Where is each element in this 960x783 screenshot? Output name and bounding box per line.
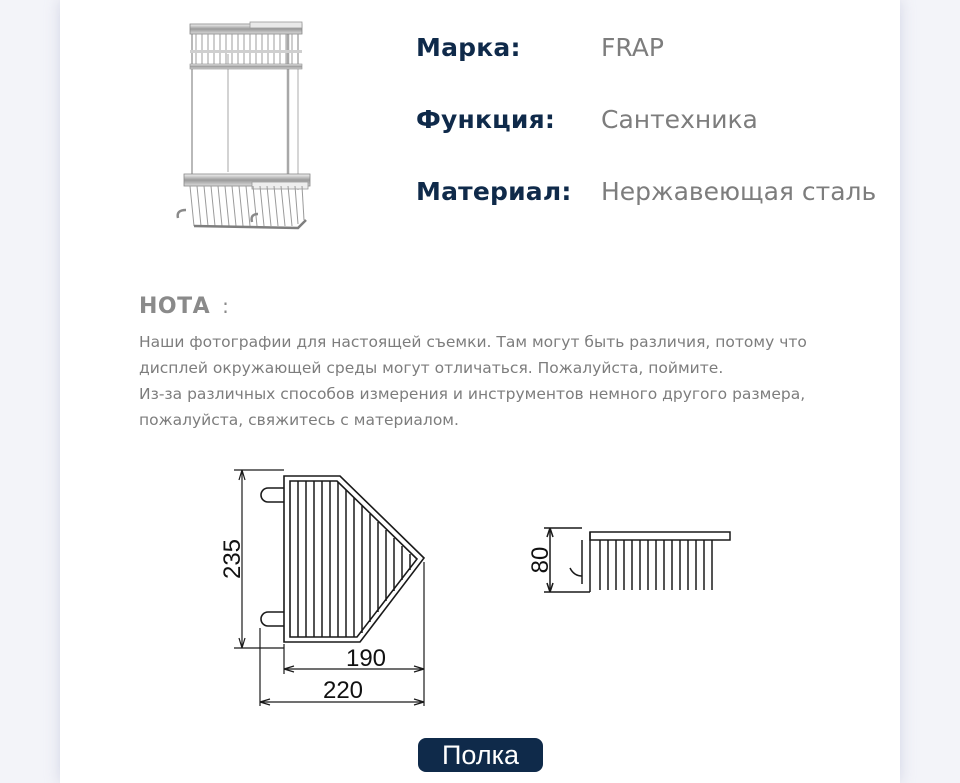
top-view-drawing bbox=[210, 462, 440, 712]
spec-label-brand: Марка: bbox=[416, 33, 521, 62]
dimension-outer-width: 220 bbox=[322, 677, 364, 704]
side-view-drawing bbox=[520, 522, 740, 602]
spec-label-material: Материал: bbox=[416, 177, 572, 206]
note-title-colon: : bbox=[222, 294, 230, 318]
note-text bbox=[139, 329, 839, 433]
spec-value-material: Нержавеющая сталь bbox=[601, 177, 877, 206]
dimension-height: 235 bbox=[219, 538, 246, 580]
dimension-inner-width: 190 bbox=[345, 645, 387, 672]
note-line: Наши фотографии для настоящей съемки. Там могут быть различия, потому что bbox=[139, 333, 807, 351]
spec-value-brand: FRAP bbox=[601, 33, 664, 62]
product-photo bbox=[170, 14, 320, 239]
spec-label-function: Функция: bbox=[416, 105, 556, 134]
dimension-depth: 80 bbox=[527, 546, 554, 574]
spec-value-function: Сантехника bbox=[601, 105, 758, 134]
note-title bbox=[139, 294, 229, 319]
note-line: пожалуйста, свяжитесь с материалом. bbox=[139, 411, 459, 429]
note-line: Из-за различных способов измерения и инструментов немного другого размера, bbox=[139, 385, 806, 403]
note-title-text: НОТА bbox=[139, 294, 211, 319]
note-line: дисплей окружающей среды могут отличаться. Пожалуйста, поймите. bbox=[139, 359, 724, 377]
category-badge: Полка bbox=[418, 738, 543, 772]
